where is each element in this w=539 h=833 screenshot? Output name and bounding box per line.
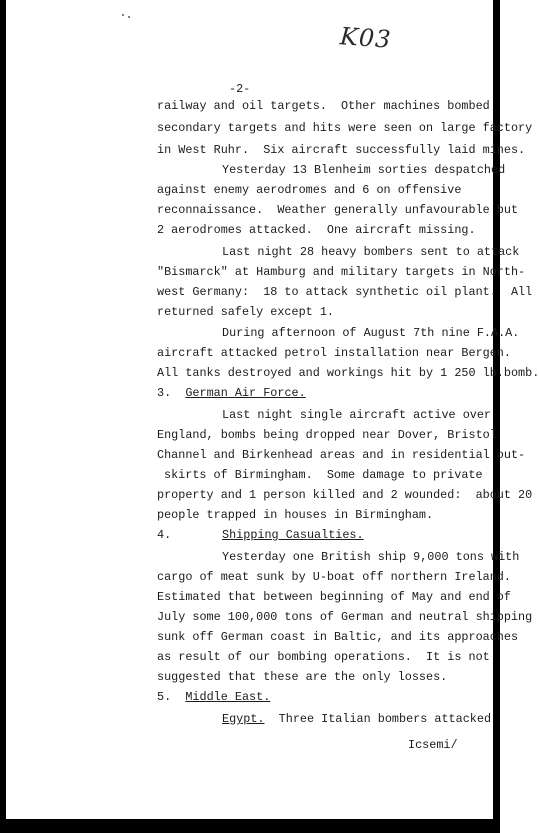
text-line: Yesterday one British ship 9,000 tons with (222, 550, 520, 564)
text-line: 2 aerodromes attacked. One aircraft missing. (157, 223, 476, 237)
text-line: returned safely except 1. (157, 305, 334, 319)
text-line: sunk off German coast in Baltic, and its approaches (157, 630, 519, 644)
section-5-heading (157, 690, 270, 704)
text-line: skirts of Birmingham. Some damage to private (164, 468, 483, 482)
text-line: property and 1 person killed and 2 wounded: about 20 (157, 488, 533, 502)
text-line: Last night 28 heavy bombers sent to attack (222, 245, 520, 259)
page-number: -2- (229, 82, 251, 96)
text-line: reconnaissance. Weather generally unfavourable but (157, 203, 519, 217)
text-line: Three Italian bombers attacked (278, 712, 492, 726)
text-line: people trapped in houses in Birmingham. (157, 508, 434, 522)
section-3-heading (157, 386, 306, 400)
text-line: Yesterday 13 Blenheim sorties despatched (222, 163, 506, 177)
scan-border-bottom (0, 819, 500, 833)
text-line: July some 100,000 tons of German and neutral shipping (157, 610, 533, 624)
section-title: Middle East. (185, 690, 271, 704)
text-line: cargo of meat sunk by U-boat off northern Ireland. (157, 570, 511, 584)
section-4-title: Shipping Casualties. (222, 528, 364, 542)
egypt-paragraph-line (222, 712, 491, 726)
scan-speck (122, 14, 124, 16)
text-line: west Germany: 18 to attack synthetic oil plant. All (157, 285, 533, 299)
section-number: 5. (157, 690, 172, 704)
text-line: aircraft attacked petrol installation near Bergen. (157, 346, 511, 360)
scan-border-left (0, 0, 6, 833)
section-number: 3. (157, 386, 172, 400)
text-line: During afternoon of August 7th nine F.A.A. (222, 326, 520, 340)
text-line: railway and oil targets. Other machines bombed (157, 99, 490, 113)
subheading-egypt: Egypt. (222, 712, 265, 726)
text-line: secondary targets and hits were seen on large factory (157, 121, 533, 135)
handwritten-annotation: K03 (339, 22, 393, 54)
text-line: Last night single aircraft active over (222, 408, 492, 422)
text-line: Channel and Birkenhead areas and in residential out- (157, 448, 526, 462)
text-line: as result of our bombing operations. It is not (157, 650, 490, 664)
catchword: Icsemi/ (408, 738, 458, 752)
section-title: German Air Force. (185, 386, 306, 400)
scan-speck (128, 16, 130, 18)
text-line: against enemy aerodromes and 6 on offensive (157, 183, 462, 197)
text-line: in West Ruhr. Six aircraft successfully laid mines. (157, 143, 526, 157)
text-line: Estimated that between beginning of May and end of (157, 590, 511, 604)
text-line: All tanks destroyed and workings hit by 1 250 lb.bomb. (157, 366, 539, 380)
text-line: "Bismarck" at Hamburg and military targets in North- (157, 265, 526, 279)
text-line: England, bombs being dropped near Dover, Bristol (157, 428, 497, 442)
section-4-number: 4. (157, 528, 172, 542)
text-line: suggested that these are the only losses. (157, 670, 448, 684)
